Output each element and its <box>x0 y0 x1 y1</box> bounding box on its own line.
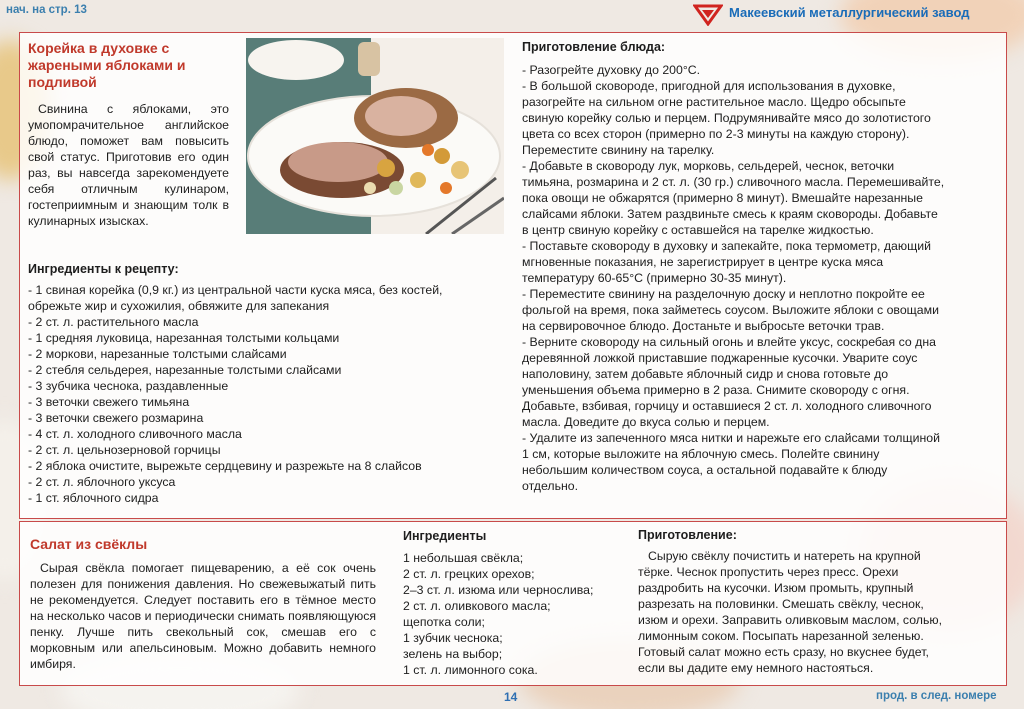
ingredient-item: щепотка соли; <box>403 615 485 629</box>
ingredient-item: зелень на выбор; <box>403 647 503 661</box>
prep-line: в центр свиную корейку с оставшейся на тарелке жидкостью. <box>522 223 874 237</box>
prep-line: разогрейте на сильном огне растительное масло. Щедро обсыпьте <box>522 95 906 109</box>
pork-dish-photo <box>246 38 504 234</box>
prep-line: - Переместите свинину на разделочную доску и неплотно покройте ее <box>522 287 925 301</box>
prep-line: мгновенные показания, не зарегистрирует в центре куска мяса <box>522 255 884 269</box>
prep-line: изюм и орехи. Заправить оливковым маслом, солью, <box>638 613 943 627</box>
recipe-pork-prep-text <box>522 62 1000 494</box>
prep-line: слайсами яблоки. Затем раздвиньте смесь к краям сковороды. Добавьте <box>522 207 938 221</box>
continued-to-label: прод. в след. номере <box>876 690 997 702</box>
ingredient-item: - 2 ст. л. растительного масла <box>28 315 199 329</box>
prep-line: - Добавьте в сковороду лук, морковь, сельдерей, чеснок, веточки <box>522 159 895 173</box>
prep-line: температуру 60-65°С (примерно 30-35 минут). <box>522 271 787 285</box>
ingredient-item: - 1 ст. яблочного сидра <box>28 491 159 505</box>
ingredient-item: - 4 ст. л. холодного сливочного масла <box>28 427 242 441</box>
prep-line: - Разогрейте духовку до 200°С. <box>522 63 701 77</box>
prep-line: Готовый салат можно есть сразу, но вкуснее будет, <box>638 645 929 659</box>
ingredient-item: - 2 ст. л. яблочного уксуса <box>28 475 176 489</box>
prep-line: уменьшения объема примерно в 2 раза. Снимите сковороду с огня. <box>522 383 910 397</box>
ingredient-item: - 1 свиная корейка (0,9 кг.) из центральной части куска мяса, без костей, обрежьте жир и сухожилия, обвяжите для запекания <box>28 283 443 313</box>
prep-line: раздробить на кусочки. Изюм промыть, крупный <box>638 581 914 595</box>
prep-line: Переместите свинину на тарелку. <box>522 143 715 157</box>
prep-line: тёрке. Чеснок пропустить через пресс. Орехи <box>638 565 899 579</box>
ingredient-item: - 3 зубчика чеснока, раздавленные <box>28 379 229 393</box>
ingredient-item: 1 зубчик чеснока; <box>403 631 503 645</box>
page-number: 14 <box>504 690 518 704</box>
prep-line: Добавьте, взбивая, горчицу и оставшиеся 2 ст. л. холодного сливочного <box>522 399 932 413</box>
ingredient-item: 2–3 ст. л. изюма или чернослива; <box>403 583 594 597</box>
recipe-beet-prep-heading: Приготовление: <box>638 528 737 542</box>
ingredient-item: - 2 стебля сельдерея, нарезанные толстыми слайсами <box>28 363 342 377</box>
ingredient-item: 2 ст. л. грецких орехов; <box>403 567 535 581</box>
ingredient-item: - 2 моркови, нарезанные толстыми слайсами <box>28 347 287 361</box>
recipe-beet-ingredients-list <box>403 550 623 678</box>
prep-line: цвета со всех сторон (примерно по 2-3 минуты на каждую сторону). <box>522 127 910 141</box>
ingredient-item: - 1 средняя луковица, нарезанная толстыми кольцами <box>28 331 340 345</box>
prep-line: отдельно. <box>522 479 579 493</box>
prep-line: - Удалите из запеченного мяса нитки и нарежьте его слайсами толщиной <box>522 431 940 445</box>
prep-line: разрезать на половинки. Смешать свёклу, чеснок, <box>638 597 924 611</box>
recipe-pork-ingredients-list <box>28 282 498 506</box>
prep-line: - Верните сковороду на сильный огонь и влейте уксус, соскребая со дна <box>522 335 936 349</box>
brand-name: Макеевский металлургический завод <box>729 5 970 20</box>
ingredient-item: - 3 веточки свежего тимьяна <box>28 395 190 409</box>
recipe-pork-prep-heading: Приготовление блюда: <box>522 40 666 54</box>
prep-line: небольшим количеством соуса, а остальной подавайте к блюду <box>522 463 888 477</box>
recipe-pork-intro: Свинина с яблоками, это умопомрачительное английское блюдо, поможет вам повысить свой статус. Приготовив его один раз, вы навсегда зарекомендуете себя отличным кулинаром, гостеприимным и знающим толк в кулинарных изысках. <box>28 102 229 228</box>
ingredient-item: - 3 веточки свежего розмарина <box>28 411 204 425</box>
prep-line: свиную корейку солью и перцем. Подрумянивайте мясо до золотистого <box>522 111 931 125</box>
prep-line: Сырую свёклу почистить и натереть на крупной <box>648 549 921 563</box>
prep-line: деревянной ложкой приставшие поджаренные кусочки. Уварите соус <box>522 351 918 365</box>
prep-line: тимьяна, розмарина и 2 ст. л. (30 гр.) сливочного масла. Перемешивайте, <box>522 175 945 189</box>
prep-line: наполовину, затем добавьте яблочный сидр и снова готовьте до <box>522 367 889 381</box>
prep-line: масла. Доведите до вкуса солью и перцем. <box>522 415 770 429</box>
recipe-pork-ingredients-heading: Ингредиенты к рецепту: <box>28 262 179 276</box>
ingredient-item: 2 ст. л. оливкового масла; <box>403 599 551 613</box>
prep-line: - Поставьте сковороду в духовку и запекайте, пока термометр, дающий <box>522 239 931 253</box>
prep-line: 1 см, которые выложите на яблочную смесь. Полейте свинину <box>522 447 880 461</box>
recipe-beet-intro: Сырая свёкла помогает пищеварению, а её сок очень полезен для понижения давления. Но свежевыжатый пить не рекомендуется. Следует поставить его в тёмное место на несколько часов и периодически снимать появляющуюся пенку. Лучше пить свекольный сок, смешав его с морковным или апельсиновым. Можно добавить немного имбиря. <box>30 561 376 671</box>
continued-from-label: нач. на стр. 13 <box>6 4 87 16</box>
prep-line: фольгой на время, пока займетесь соусом. Выложите яблоки с овощами <box>522 303 939 317</box>
ingredient-item: - 2 ст. л. цельнозерновой горчицы <box>28 443 221 457</box>
recipe-pork-title: Корейка в духовке с жареными яблоками и подливой <box>28 40 186 90</box>
ingredient-item: 1 ст. л. лимонного сока. <box>403 663 538 677</box>
ingredient-item: - 2 яблока очистите, вырежьте сердцевину и разрежьте на 8 слайсов <box>28 459 422 473</box>
recipe-beet-prep-text <box>638 548 998 676</box>
prep-line: пока овощи не обжарятся (примерно 8 минут). Вмешайте нарезанные <box>522 191 923 205</box>
plant-logo-icon <box>693 4 723 26</box>
prep-line: на сервировочное блюдо. Достаньте и выбросьте веточки трав. <box>522 319 885 333</box>
ingredient-item: 1 небольшая свёкла; <box>403 551 524 565</box>
prep-line: - В большой сковороде, пригодной для использования в духовке, <box>522 79 896 93</box>
recipe-beet-ingredients-heading: Ингредиенты <box>403 529 487 543</box>
recipe-beet-title: Салат из свёклы <box>30 536 148 552</box>
prep-line: если вы дадите ему немного настояться. <box>638 661 874 675</box>
prep-line: лимонным соком. Посыпать нарезанной зеленью. <box>638 629 924 643</box>
